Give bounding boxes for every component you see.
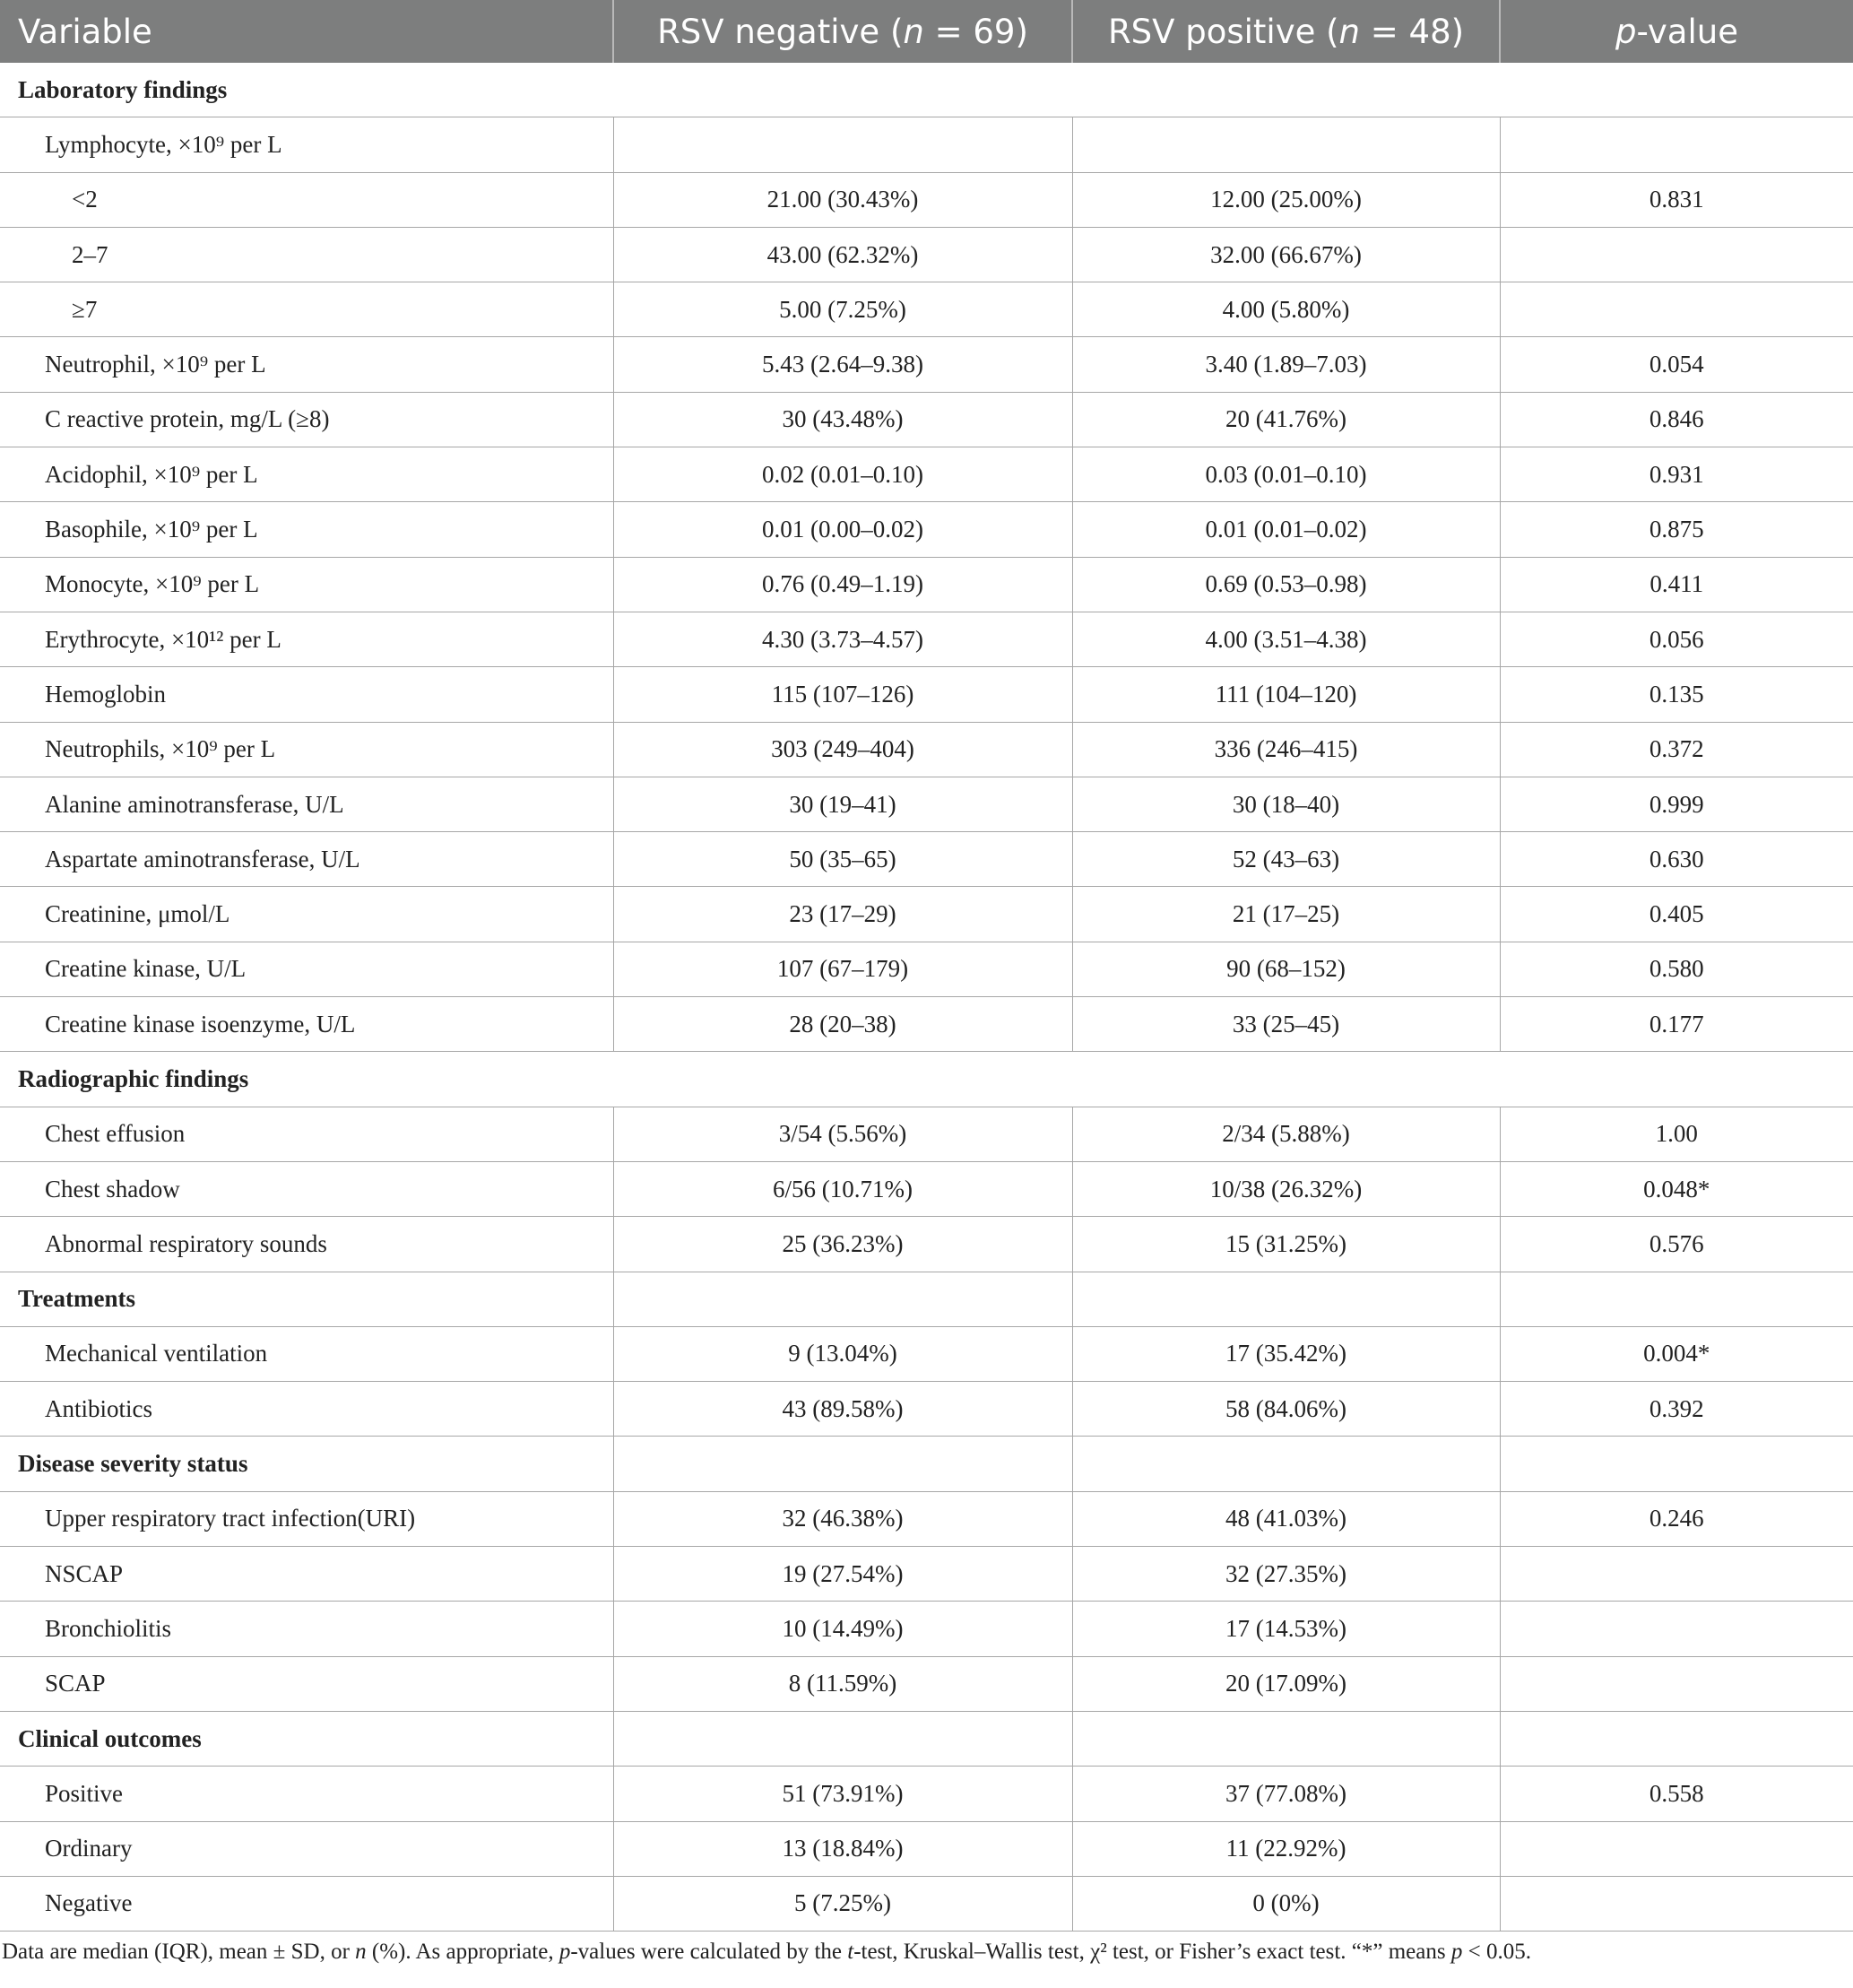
cell-rsv-positive: 10/38 (26.32%) (1072, 1161, 1500, 1216)
header-p-value (1500, 0, 1853, 63)
row-label: Antibiotics (0, 1382, 613, 1437)
cell-rsv-negative: 21.00 (30.43%) (613, 172, 1072, 227)
cell-p-value (1500, 1821, 1853, 1876)
cell-rsv-negative (613, 1437, 1072, 1491)
footnote-p: p (1450, 1940, 1463, 1964)
cell-rsv-positive (1072, 1272, 1500, 1326)
table-row (0, 1821, 1853, 1876)
cell-rsv-positive: 32 (27.35%) (1072, 1547, 1500, 1602)
section-label: Clinical outcomes (0, 1711, 613, 1766)
row-label: Ordinary (0, 1821, 613, 1876)
cell-rsv-negative: 0.01 (0.00–0.02) (613, 502, 1072, 557)
cell-p-value: 0.875 (1500, 502, 1853, 557)
cell-rsv-negative: 3/54 (5.56%) (613, 1107, 1072, 1161)
row-label: Creatinine, μmol/L (0, 887, 613, 942)
table-row (0, 1711, 1853, 1766)
table-row (0, 392, 1853, 447)
table-row (0, 942, 1853, 996)
header-pos-suffix: = 48) (1360, 12, 1465, 51)
cell-rsv-positive: 111 (104–120) (1072, 667, 1500, 722)
table-row (0, 777, 1853, 831)
cell-rsv-negative: 19 (27.54%) (613, 1547, 1072, 1602)
header-neg-suffix: = 69) (923, 12, 1028, 51)
table-row (0, 1876, 1853, 1931)
cell-rsv-negative: 5 (7.25%) (613, 1876, 1072, 1931)
cell-rsv-negative: 30 (19–41) (613, 777, 1072, 831)
row-label: Chest shadow (0, 1161, 613, 1216)
cell-rsv-negative: 13 (18.84%) (613, 1821, 1072, 1876)
cell-rsv-positive: 336 (246–415) (1072, 722, 1500, 777)
cell-p-value: 0.558 (1500, 1767, 1853, 1821)
cell-p-value (1500, 1656, 1853, 1711)
cell-rsv-positive: 30 (18–40) (1072, 777, 1500, 831)
row-label: Neutrophils, ×10⁹ per L (0, 722, 613, 777)
cell-p-value: 0.056 (1500, 612, 1853, 666)
cell-rsv-negative: 0.02 (0.01–0.10) (613, 447, 1072, 502)
cell-rsv-positive: 20 (17.09%) (1072, 1656, 1500, 1711)
cell-rsv-negative (613, 1711, 1072, 1766)
row-label: C reactive protein, mg/L (≥8) (0, 392, 613, 447)
table-row (0, 1437, 1853, 1491)
footnote-p: p (558, 1940, 571, 1964)
cell-rsv-negative: 5.00 (7.25%) (613, 282, 1072, 337)
table-row (0, 1547, 1853, 1602)
cell-p-value: 0.048* (1500, 1161, 1853, 1216)
footnote-text: < 0.05. (1462, 1940, 1531, 1964)
cell-rsv-positive: 0.03 (0.01–0.10) (1072, 447, 1500, 502)
cell-p-value (1500, 1437, 1853, 1491)
section-row (0, 63, 1853, 117)
cell-rsv-negative (613, 1272, 1072, 1326)
cell-p-value: 0.831 (1500, 172, 1853, 227)
header-row (0, 0, 1853, 63)
header-pos-n: n (1338, 12, 1360, 51)
row-label: Mechanical ventilation (0, 1326, 613, 1381)
cell-p-value (1500, 1876, 1853, 1931)
row-label: NSCAP (0, 1547, 613, 1602)
table-row (0, 1217, 1853, 1272)
cell-rsv-positive: 37 (77.08%) (1072, 1767, 1500, 1821)
cell-rsv-negative: 43 (89.58%) (613, 1382, 1072, 1437)
footnote-n: n (355, 1940, 367, 1964)
cell-p-value (1500, 227, 1853, 282)
row-label: Chest effusion (0, 1107, 613, 1161)
table-row (0, 337, 1853, 392)
cell-rsv-positive: 0.69 (0.53–0.98) (1072, 557, 1500, 612)
cell-p-value: 0.004* (1500, 1326, 1853, 1381)
cell-rsv-positive: 20 (41.76%) (1072, 392, 1500, 447)
cell-p-value: 0.931 (1500, 447, 1853, 502)
header-rsv-positive (1072, 0, 1500, 63)
cell-p-value: 0.999 (1500, 777, 1853, 831)
cell-rsv-positive: 15 (31.25%) (1072, 1217, 1500, 1272)
cell-rsv-positive: 3.40 (1.89–7.03) (1072, 337, 1500, 392)
cell-p-value (1500, 117, 1853, 172)
cell-p-value: 0.246 (1500, 1491, 1853, 1546)
cell-rsv-negative: 8 (11.59%) (613, 1656, 1072, 1711)
cell-rsv-positive: 17 (14.53%) (1072, 1602, 1500, 1656)
table-row (0, 1107, 1853, 1161)
cell-rsv-negative: 28 (20–38) (613, 997, 1072, 1052)
table-row (0, 1602, 1853, 1656)
cell-p-value (1500, 1547, 1853, 1602)
footnote-text: (%). As appropriate, (366, 1940, 559, 1964)
row-label: Negative (0, 1876, 613, 1931)
cell-rsv-negative: 43.00 (62.32%) (613, 227, 1072, 282)
row-label: Hemoglobin (0, 667, 613, 722)
header-rsv-negative (613, 0, 1072, 63)
header-p-sym: p (1615, 12, 1637, 51)
cell-rsv-negative: 9 (13.04%) (613, 1326, 1072, 1381)
cell-p-value: 0.392 (1500, 1382, 1853, 1437)
table-row (0, 832, 1853, 887)
cell-rsv-positive: 21 (17–25) (1072, 887, 1500, 942)
table-row (0, 722, 1853, 777)
table-row (0, 612, 1853, 666)
cell-rsv-positive: 4.00 (3.51–4.38) (1072, 612, 1500, 666)
cell-rsv-negative: 115 (107–126) (613, 667, 1072, 722)
table-row (0, 227, 1853, 282)
cell-p-value: 0.411 (1500, 557, 1853, 612)
cell-rsv-positive: 0 (0%) (1072, 1876, 1500, 1931)
cell-rsv-positive: 52 (43–63) (1072, 832, 1500, 887)
cell-rsv-negative: 0.76 (0.49–1.19) (613, 557, 1072, 612)
cell-rsv-negative: 51 (73.91%) (613, 1767, 1072, 1821)
table-row (0, 1767, 1853, 1821)
cell-p-value (1500, 1272, 1853, 1326)
cell-rsv-negative: 6/56 (10.71%) (613, 1161, 1072, 1216)
cell-rsv-positive: 12.00 (25.00%) (1072, 172, 1500, 227)
header-neg-prefix: RSV negative ( (657, 12, 904, 51)
row-label: <2 (0, 172, 613, 227)
cell-p-value: 0.576 (1500, 1217, 1853, 1272)
cell-rsv-positive: 90 (68–152) (1072, 942, 1500, 996)
row-label: Creatine kinase isoenzyme, U/L (0, 997, 613, 1052)
cell-p-value: 0.054 (1500, 337, 1853, 392)
row-label: Abnormal respiratory sounds (0, 1217, 613, 1272)
footnote-text: -test, Kruskal–Wallis test, χ² test, or Fisher’s exact test. “*” means (853, 1940, 1451, 1964)
cell-rsv-negative: 32 (46.38%) (613, 1491, 1072, 1546)
header-neg-n: n (903, 12, 924, 51)
table-row (0, 1161, 1853, 1216)
cell-rsv-negative: 50 (35–65) (613, 832, 1072, 887)
cell-rsv-positive (1072, 117, 1500, 172)
table-row (0, 1491, 1853, 1546)
table-row (0, 1272, 1853, 1326)
table-row (0, 1656, 1853, 1711)
table-row (0, 667, 1853, 722)
cell-p-value: 0.846 (1500, 392, 1853, 447)
cell-p-value (1500, 1602, 1853, 1656)
footnote-text: Data are median (IQR), mean ± SD, or (2, 1940, 356, 1964)
cell-rsv-positive: 0.01 (0.01–0.02) (1072, 502, 1500, 557)
section-label: Disease severity status (0, 1437, 613, 1491)
cell-rsv-negative: 30 (43.48%) (613, 392, 1072, 447)
row-label: Creatine kinase, U/L (0, 942, 613, 996)
row-label: Aspartate aminotransferase, U/L (0, 832, 613, 887)
row-label: SCAP (0, 1656, 613, 1711)
cell-rsv-positive (1072, 1437, 1500, 1491)
cell-p-value (1500, 282, 1853, 337)
cell-p-value (1500, 1711, 1853, 1766)
table-row (0, 117, 1853, 172)
table-row (0, 887, 1853, 942)
cell-rsv-positive: 58 (84.06%) (1072, 1382, 1500, 1437)
cell-rsv-negative: 10 (14.49%) (613, 1602, 1072, 1656)
table-footnote (2, 1940, 1849, 1965)
footnote-text: -values were calculated by the (570, 1940, 848, 1964)
cell-rsv-negative: 4.30 (3.73–4.57) (613, 612, 1072, 666)
row-label: Monocyte, ×10⁹ per L (0, 557, 613, 612)
row-label: Basophile, ×10⁹ per L (0, 502, 613, 557)
cell-rsv-positive: 17 (35.42%) (1072, 1326, 1500, 1381)
table-row (0, 997, 1853, 1052)
row-label: Erythrocyte, ×10¹² per L (0, 612, 613, 666)
footnote-t: t (847, 1940, 854, 1964)
section-label: Treatments (0, 1272, 613, 1326)
cell-p-value: 0.372 (1500, 722, 1853, 777)
cell-rsv-positive: 33 (25–45) (1072, 997, 1500, 1052)
row-label: Bronchiolitis (0, 1602, 613, 1656)
cell-rsv-negative: 303 (249–404) (613, 722, 1072, 777)
cell-p-value: 0.405 (1500, 887, 1853, 942)
cell-rsv-positive: 2/34 (5.88%) (1072, 1107, 1500, 1161)
row-label: Alanine aminotransferase, U/L (0, 777, 613, 831)
table-row (0, 502, 1853, 557)
header-pos-prefix: RSV positive ( (1107, 12, 1339, 51)
cell-rsv-positive: 4.00 (5.80%) (1072, 282, 1500, 337)
cell-p-value: 0.135 (1500, 667, 1853, 722)
table-row (0, 172, 1853, 227)
table-row (0, 1326, 1853, 1381)
cell-rsv-positive: 11 (22.92%) (1072, 1821, 1500, 1876)
header-variable: Variable (0, 0, 613, 63)
header-p-suffix: -value (1636, 12, 1738, 51)
row-label: 2–7 (0, 227, 613, 282)
cell-rsv-negative: 5.43 (2.64–9.38) (613, 337, 1072, 392)
cell-p-value: 1.00 (1500, 1107, 1853, 1161)
row-label: Upper respiratory tract infection(URI) (0, 1491, 613, 1546)
cell-rsv-negative: 25 (36.23%) (613, 1217, 1072, 1272)
row-label: Lymphocyte, ×10⁹ per L (0, 117, 613, 172)
section-label: Laboratory findings (0, 63, 1853, 117)
row-label: ≥7 (0, 282, 613, 337)
section-label: Radiographic findings (0, 1052, 1853, 1107)
cell-p-value: 0.580 (1500, 942, 1853, 996)
cell-p-value: 0.630 (1500, 832, 1853, 887)
cell-rsv-negative (613, 117, 1072, 172)
cell-rsv-positive: 32.00 (66.67%) (1072, 227, 1500, 282)
section-row (0, 1052, 1853, 1107)
table-row (0, 282, 1853, 337)
row-label: Acidophil, ×10⁹ per L (0, 447, 613, 502)
table-row (0, 1382, 1853, 1437)
row-label: Neutrophil, ×10⁹ per L (0, 337, 613, 392)
row-label: Positive (0, 1767, 613, 1821)
table-row (0, 557, 1853, 612)
cell-p-value: 0.177 (1500, 997, 1853, 1052)
table-row (0, 447, 1853, 502)
cell-rsv-positive (1072, 1711, 1500, 1766)
cell-rsv-positive: 48 (41.03%) (1072, 1491, 1500, 1546)
cell-rsv-negative: 23 (17–29) (613, 887, 1072, 942)
cell-rsv-negative: 107 (67–179) (613, 942, 1072, 996)
